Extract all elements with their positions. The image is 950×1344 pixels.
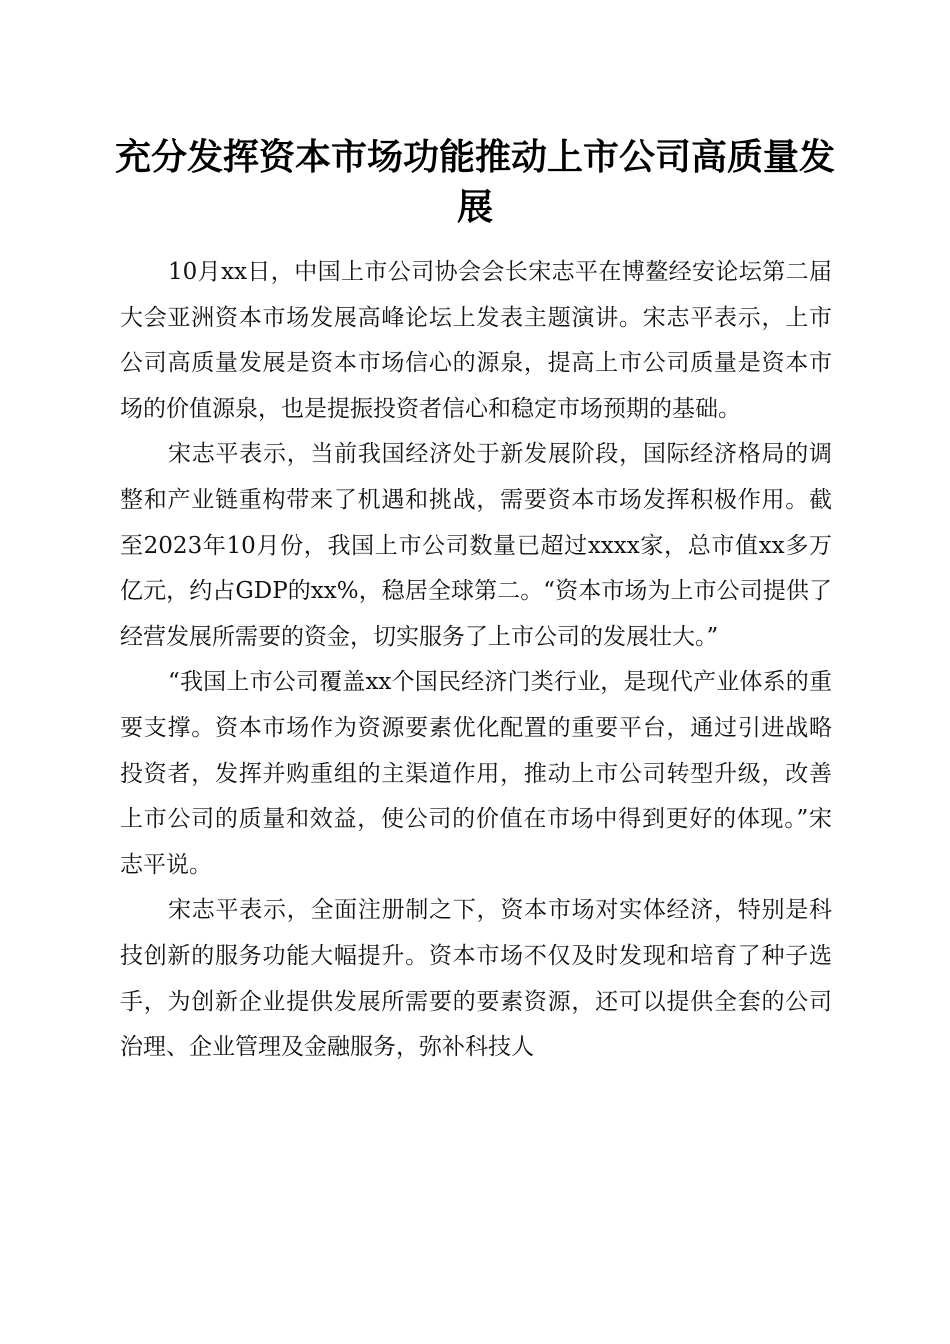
paragraph-4: 宋志平表示，全面注册制之下，资本市场对实体经济，特别是科技创新的服务功能大幅提升。资本市场不仅及时发现和培育了种子选手，为创新企业提供发展所需要的要素资源，还可以提供全套的公司治理、企业管理及金融服务，弥补科技人 (120, 897, 832, 1061)
document-title: 充分发挥资本市场功能推动上市公司高质量发展 (114, 136, 835, 228)
paragraph-2: 宋志平表示，当前我国经济处于新发展阶段，国际经济格局的调整和产业链重构带来了机遇和挑战，需要资本市场发挥积极作用。截至2023年10月份，我国上市公司数量已超过xxxx家，总市值xx多万亿元，约占GDP的xx%，稳居全球第二。“资本市场为上市公司提供了经营发展所需要的资金，切实服务了上市公司的发展壮大。” (120, 441, 832, 650)
document-body (120, 250, 832, 1071)
paragraph-3: “我国上市公司覆盖xx个国民经济门类行业，是现代产业体系的重要支撑。资本市场作为资源要素优化配置的重要平台，通过引进战略投资者，发挥并购重组的主渠道作用，推动上市公司转型升级，改善上市公司的质量和效益，使公司的价值在市场中得到更好的体现。”宋志平说。 (120, 669, 832, 878)
paragraph-1: 10月xx日，中国上市公司协会会长宋志平在博鳌经安论坛第二届大会亚洲资本市场发展高峰论坛上发表主题演讲。宋志平表示，上市公司高质量发展是资本市场信心的源泉，提高上市公司质量是资本市场的价值源泉，也是提振投资者信心和稳定市场预期的基础。 (120, 259, 832, 422)
